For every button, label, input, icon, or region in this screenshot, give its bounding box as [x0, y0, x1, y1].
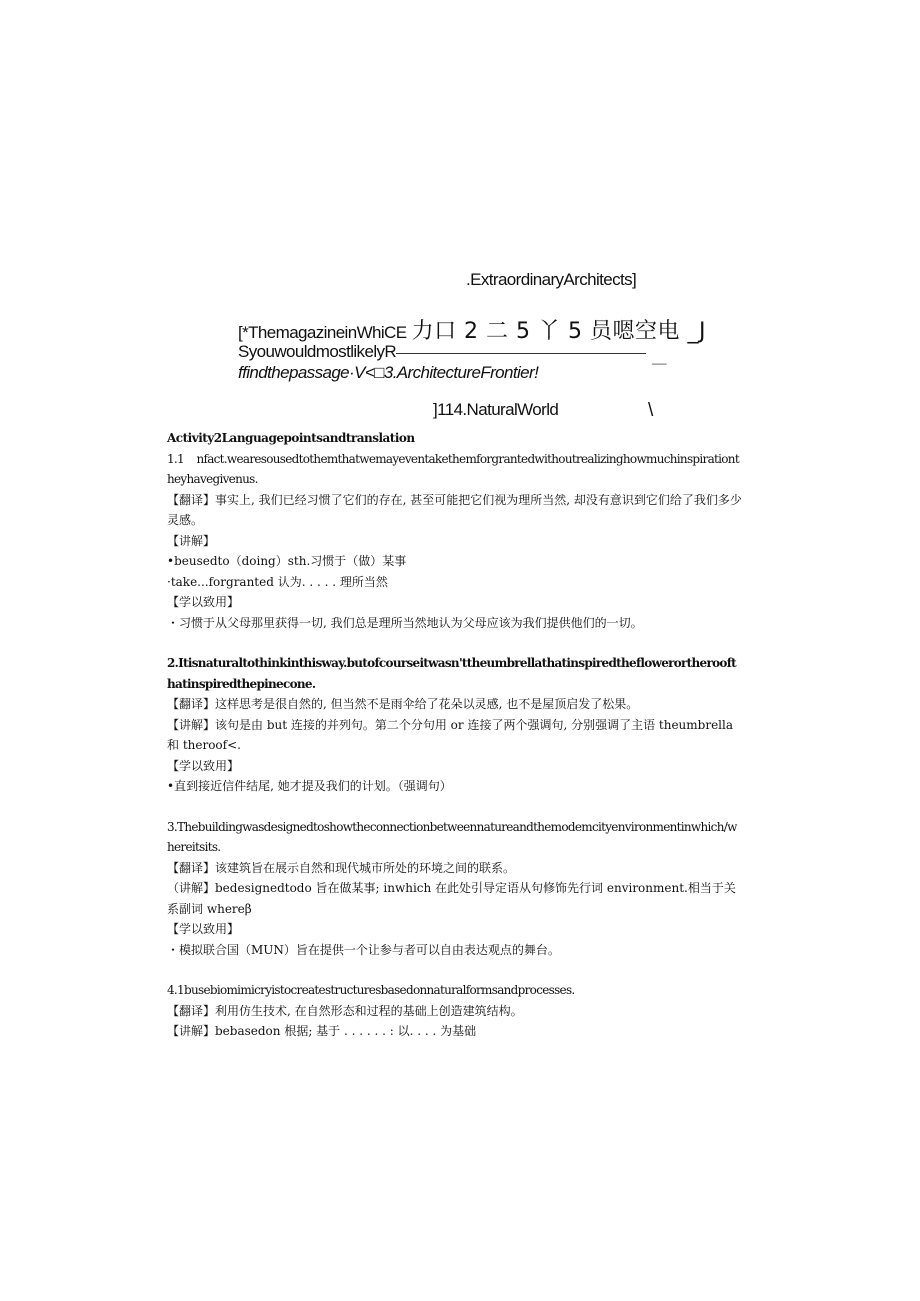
answer-blank [396, 353, 646, 354]
practice-label-1: 【学以致用】 [167, 595, 240, 609]
activity-heading: Activity2Languagepointsandtranslation [167, 431, 415, 445]
question-line-4-tail: \ [648, 400, 653, 421]
explain-3: （讲解】bedesignedtodo 旨在做某事; inwhich 在此处引导定语从句修饰先行词 environment.相当于关系副词 whereβ [167, 881, 736, 916]
question-line-2-tail: __ [652, 350, 667, 365]
practice-1: ・习惯于从父母那里获得一切, 我们总是理所当然地认为父母应该为我们提供他们的一切。 [167, 615, 643, 630]
question-line-4: ]114.NaturalWorld [433, 400, 559, 419]
point-1a: •beusedto（doing）sth.习惯于（做）某事 [167, 554, 407, 568]
point-1b: ·take...forgranted 认为. . . . . 理所当然 [167, 574, 388, 589]
question-line-1 [238, 314, 706, 345]
activity-section [167, 428, 742, 1042]
translation-3: 【翻译】该建筑旨在展示自然和现代城市所处的环境之间的联系。 [167, 860, 516, 875]
question-line-3: ffindthepassage·V<□3.ArchitectureFrontier! [238, 363, 539, 382]
question-line-1-prefix: [*ThemagazineinWhiCE [238, 323, 407, 342]
doc-title: .ExtraordinaryArchitects] [466, 270, 637, 289]
practice-label-3: 【学以致用】 [167, 922, 240, 936]
translation-2: 【翻译】这样思考是很自然的, 但当然不是雨伞给了花朵以灵感, 也不是屋顶启发了松果。 [167, 697, 639, 711]
explain-4: 【讲解】bebasedon 根据; 基于 . . . . . . : 以. . . . 为基础 [167, 1024, 477, 1038]
practice-3: ・模拟联合国（MUN）旨在提供一个让参与者可以自由表达观点的舞台。 [167, 942, 560, 957]
question-line-2-text: SyouwouldmostlikelyR [238, 342, 397, 361]
question-line-1-garbled: 力口 2 二 5 丫 5 员嗯空电 _J [411, 319, 706, 344]
explain-2: 【讲解】该句是由 but 连接的并列句。第二个分句用 or 连接了两个强调句, 分别强调了主语 theumbrella 和 theroof<. [167, 717, 734, 752]
question-line-2 [238, 342, 646, 362]
explain-label-1: 【讲解】 [167, 533, 216, 548]
sentence-2: 2.Itisnaturaltothinkinthisway.butofcourseitwasn'ttheumbrellathatinspiredtheflowerortheroofthatinspiredthepinecone. [167, 656, 737, 691]
practice-2: •直到接近信件结尾, 她才提及我们的计划。（强调句） [167, 779, 452, 793]
sentence-3: 3.Thebuildingwasdesignedtoshowtheconnectionbetweennatureandthemodemcityenvironmentinwhich/whereitsits. [167, 819, 737, 854]
practice-label-2: 【学以致用】 [167, 758, 240, 773]
sentence-1: 1.1 nfact.wearesousedtothemthatwemayeventakethemforgrantedwithoutrealizinghowmuchinspirationtheyhavegivenus. [167, 451, 739, 486]
translation-4: 【翻译】利用仿生技术, 在自然形态和过程的基础上创造建筑结构。 [167, 1003, 523, 1018]
translation-1: 【翻译】事实上, 我们已经习惯了它们的存在, 甚至可能把它们视为理所当然, 却没有意识到它们给了我们多少灵感。 [167, 492, 742, 527]
sentence-4: 4.1busebiomimicryistocreatestructuresbasedonnaturalformsandprocesses. [167, 983, 575, 997]
